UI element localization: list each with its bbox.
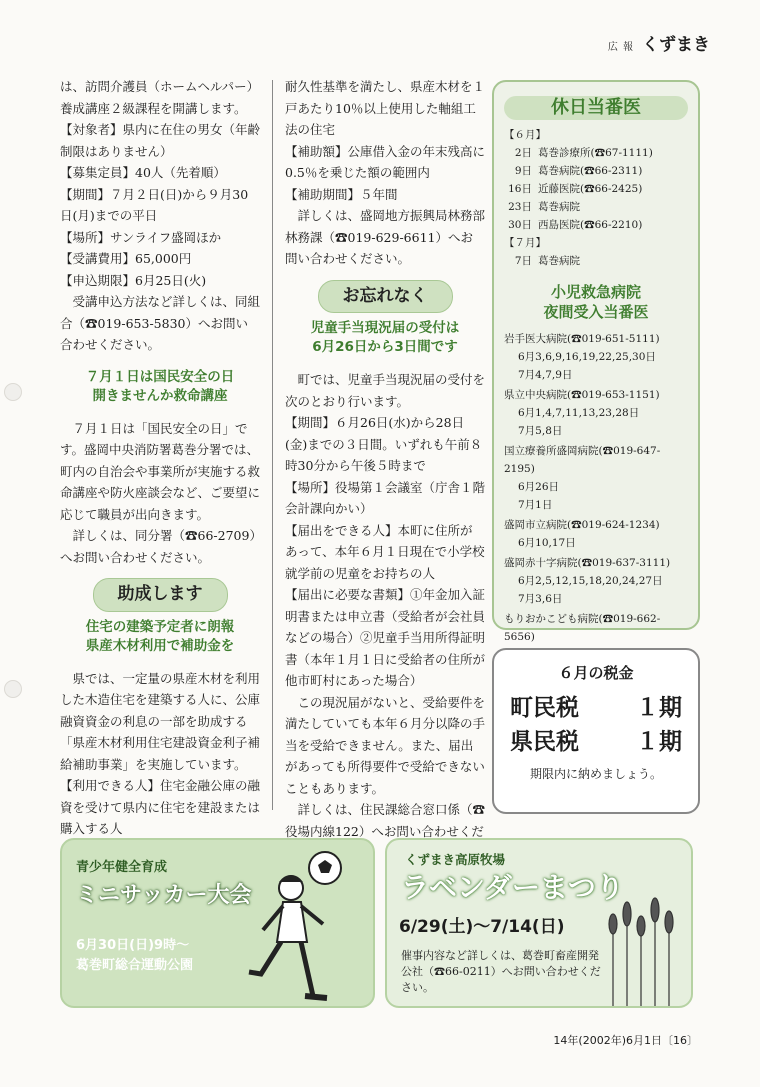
item-place: 【場所】サンライフ盛岡ほか <box>60 229 222 245</box>
holiday-clinic: 葛巻病院(☎66-2311) <box>538 165 643 177</box>
holiday-day: 9日 <box>514 165 532 177</box>
hospital-name: 盛岡赤十字病院(☎019-637-3111) <box>504 557 671 569</box>
tax-foot: 期限内に納めましょう。 <box>529 767 662 781</box>
holiday-day: 7日 <box>514 255 532 267</box>
hospital-days: 7月3,6日 <box>518 593 563 605</box>
soccer-player-illustration <box>243 846 363 1006</box>
column-2 <box>285 76 485 864</box>
forestry-contact: 詳しくは、盛岡地方振興局林務部林務課（☎019-629-6611）へお問い合わせください。 <box>285 208 486 266</box>
item-user: 【利用できる人】住宅金融公庫の融資を受けて県内に住宅を建設または購入する人 <box>60 778 261 836</box>
hospital-entry <box>504 330 688 384</box>
item-capacity: 【募集定員】40人（先着順） <box>60 165 226 180</box>
column-1 <box>60 76 260 861</box>
tax-row <box>494 725 698 759</box>
soccer-panel <box>60 838 375 1008</box>
hospital-name: 国立療養所盛岡病院(☎019-647-2195) <box>504 445 661 475</box>
lavender-info: 催事内容など詳しくは、葛巻町畜産開発公社（☎66-0211）へお問い合わせください。 <box>401 949 601 994</box>
jido-note: この現況届がないと、受給要件を満たしていても本年６月分以降の手当を受給できません。また、届出があっても所得要件で受給できないこともあります。 <box>285 694 486 796</box>
hospital-entry <box>504 516 688 552</box>
pediatric-title: 小児救急病院 夜間受入当番医 <box>543 283 649 321</box>
hospital-entry <box>504 442 688 514</box>
soccer-place: 葛巻町総合運動公園 <box>76 958 194 973</box>
tax-row <box>494 691 698 725</box>
wasure-banner-label: お忘れなく <box>318 280 453 314</box>
item-subsidy-period: 【補助期間】５年間 <box>285 186 398 202</box>
lavender-pre: くずまき高原牧場 <box>405 852 506 867</box>
holiday-day: 16日 <box>508 183 532 195</box>
holiday-day: 2日 <box>514 147 532 159</box>
tax-term: １期 <box>636 695 682 721</box>
hospital-name: 盛岡市立病院(☎019-624-1234) <box>504 519 660 531</box>
jido-contact: 詳しくは、住民課総合窓口係（☎役場内線122）へお問い合わせくだ <box>285 802 486 839</box>
page-footer: 14年(2002年)6月1日〔16〕 <box>553 1034 698 1047</box>
tax-term: １期 <box>636 729 682 755</box>
tax-title: ６月の税金 <box>558 664 634 682</box>
holiday-clinic: 葛巻病院 <box>538 201 580 213</box>
holiday-row <box>504 252 688 270</box>
lavender-title: ラベンダーまつり <box>401 871 624 904</box>
holiday-row <box>504 144 688 162</box>
jido-period: 【期間】６月26日(水)から28日(金)までの３日間。いずれも午前８時30分から午後５時まで <box>285 415 483 473</box>
punch-hole-bottom <box>4 680 22 698</box>
hospital-days: 6月3,6,9,16,19,22,25,30日 <box>518 351 656 363</box>
masthead <box>608 30 710 55</box>
june-list <box>504 144 688 234</box>
tax-name: 県民税 <box>510 729 579 755</box>
jido-text: 町では、児童手当現況届の受付を次のとおり行います。 <box>285 372 486 409</box>
josei-banner <box>60 578 260 612</box>
house-heading <box>60 618 260 656</box>
intro-text: は、訪問介護員（ホームヘルパー）養成講座２級課程を開講します。 <box>60 79 260 116</box>
soccer-date: 6月30日(日)9時～ <box>76 938 190 953</box>
holiday-day: 23日 <box>508 201 532 213</box>
holiday-row <box>504 198 688 216</box>
hospital-days: 6月2,5,12,15,18,20,24,27日 <box>518 575 663 587</box>
rescue-heading-text: ７月１日は国民安全の日 開きませんか救命講座 <box>85 368 235 404</box>
masthead-small: 広 報 <box>607 42 634 53</box>
hospital-days: 7月5,8日 <box>518 425 563 437</box>
josei-banner-label: 助成します <box>93 578 228 612</box>
hospital-entry <box>504 386 688 440</box>
soccer-title: ミニサッカー大会 <box>76 883 252 908</box>
column-rule-1 <box>272 80 273 810</box>
holiday-day: 30日 <box>508 219 532 231</box>
rescue-text-1: ７月１日は「国民安全の日」です。盛岡中央消防署葛巻分署では、町内の自治会や事業所が実施する救命講座や防火座談会など、ご要望に応じて職員が出向きます。 <box>60 420 261 522</box>
rescue-heading <box>60 368 260 406</box>
jido-heading <box>285 319 485 357</box>
rescue-text-2: 詳しくは、同分署（☎66-2709）へお問い合わせください。 <box>60 528 256 565</box>
holiday-title: 休日当番医 <box>504 96 688 120</box>
wasure-banner <box>285 280 485 314</box>
masthead-name: くずまき <box>642 35 710 55</box>
house-cont-text: 耐久性基準を満たし、県産木材を１戸あたり10％以上使用した軸組工法の住宅 <box>285 79 486 137</box>
hospital-entry <box>504 554 688 608</box>
tax-name: 町民税 <box>510 695 579 721</box>
hospital-name: 県立中央病院(☎019-653-1151) <box>504 389 660 401</box>
item-target: 【対象者】県内に在住の男女（年齢制限はありません） <box>60 122 261 159</box>
july-label: 【７月】 <box>504 237 546 249</box>
holiday-doctors-box <box>492 80 700 643</box>
item-deadline: 【申込期限】6月25日(火) <box>60 272 207 288</box>
hospital-days: 7月4,7,9日 <box>518 369 573 381</box>
holiday-row <box>504 216 688 234</box>
lavender-panel <box>385 838 693 1008</box>
punch-hole-top <box>4 383 22 401</box>
hospital-days: 6月1,4,7,11,13,23,28日 <box>518 407 640 419</box>
hospital-days: 7月1日 <box>518 499 553 511</box>
jido-docs: 【届出に必要な書類】①年金加入証明書または申立書（受給者が会社員などの場合）②児童手当用所得証明書（本年１月１日に受給者の住所が他市町村にあった場合） <box>285 587 486 688</box>
item-period: 【期間】７月２日(日)から９月30日(月)までの平日 <box>60 186 249 223</box>
lavender-illustration <box>603 896 683 1006</box>
house-heading-text: 住宅の建築予定者に朗報 県産木材利用で補助金を <box>85 618 235 654</box>
item-amount: 【補助額】公庫借入金の年末残高に0.5％を乗じた額の範囲内 <box>285 143 486 180</box>
holiday-row <box>504 162 688 180</box>
item-fee: 【受講費用】65,000円 <box>60 251 192 266</box>
jido-place: 【場所】役場第１会議室（庁舎１階会計課向かい） <box>285 479 486 516</box>
lavender-dates: 6/29(土)～7/14(日) <box>399 917 565 937</box>
hospital-name: もりおかこども病院(☎019-662-5656) <box>504 613 661 643</box>
holiday-clinic: 近藤医院(☎66-2425) <box>538 183 643 195</box>
holiday-clinic: 葛巻診療所(☎67-1111) <box>538 147 653 159</box>
soccer-pre: 青少年健全育成 <box>76 860 168 875</box>
holiday-row <box>504 180 688 198</box>
tax-box <box>492 648 700 814</box>
june-label: 【６月】 <box>504 129 546 141</box>
hospital-days: 6月10,17日 <box>518 537 576 549</box>
holiday-clinic: 西島医院(☎66-2210) <box>538 219 643 231</box>
holiday-clinic: 葛巻病院 <box>538 255 580 267</box>
hospital-days: 6月26日 <box>518 481 560 493</box>
jido-who: 【届出をできる人】本町に住所があって、本年６月１日現在で小学校就学前の児童をお持ちの人 <box>285 522 485 581</box>
hospital-name: 岩手医大病院(☎019-651-5111) <box>504 333 660 345</box>
contact-text: 受講申込方法など詳しくは、同組合（☎019-653-5830）へお問い合わせください。 <box>60 294 261 352</box>
jido-heading-text: 児童手当現況届の受付は 6月26日から3日間です <box>310 320 460 355</box>
house-text: 県では、一定量の県産木材を利用した木造住宅を建築する人に、公庫融資資金の利息の一部を助成する「県産木材利用住宅建設資金利子補給補助事業」を実施しています。 <box>60 670 261 772</box>
